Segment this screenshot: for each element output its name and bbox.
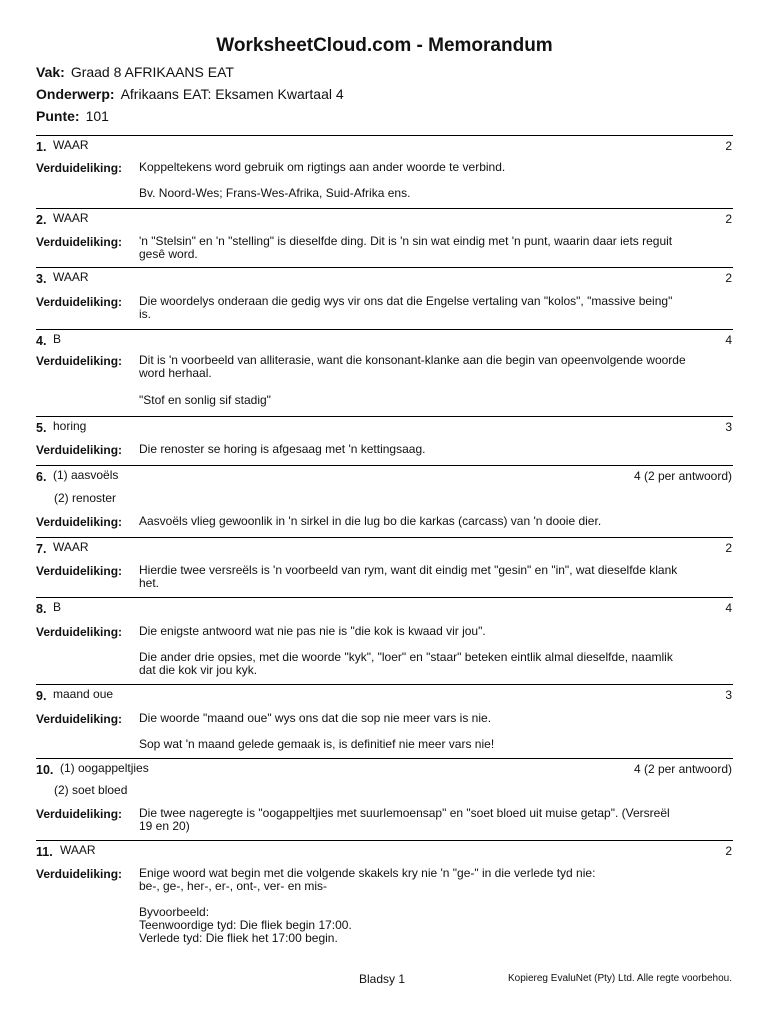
question-marks: 3 (725, 688, 732, 702)
question-marks: 2 (725, 541, 732, 555)
question-answer: WAAR (53, 270, 89, 284)
explanation-label: Verduideliking: (36, 235, 123, 249)
question-answer-2: (2) soet bloed (54, 783, 128, 797)
explanation-line: gesê word. (139, 247, 198, 261)
question-number: 1. (36, 140, 47, 154)
onderwerp-label: Onderwerp: (36, 86, 115, 102)
question-4 (36, 329, 733, 348)
question-answer: (1) oogappeltjies (60, 761, 149, 775)
question-number: 4. (36, 334, 47, 348)
explanation-label: Verduideliking: (36, 515, 123, 529)
explanation-line: be-, ge-, her-, er-, ont-, ver- en mis- (139, 879, 328, 893)
explanation-line: 'n "Stelsin" en 'n "stelling" is dieselfde ding. Dit is 'n sin wat eindig met 'n punt, waarin daar iets reguit (139, 234, 673, 248)
question-marks: 4 (725, 333, 732, 347)
explanation-label: Verduideliking: (36, 712, 123, 726)
question-answer: (1) aasvoëls (53, 468, 119, 482)
vak-label: Vak: (36, 64, 65, 80)
question-number: 6. (36, 470, 47, 484)
explanation-line: Die ander drie opsies, met die woorde "kyk", "loer" en "staar" beteken eintlik almal dieselfde, naamlik (139, 650, 673, 664)
explanation-label: Verduideliking: (36, 867, 123, 881)
question-number: 11. (36, 845, 53, 859)
explanation-line: Die enigste antwoord wat nie pas nie is "die kok is kwaad vir jou". (139, 624, 486, 638)
explanation-line: Die renoster se horing is afgesaag met 'n kettingsaag. (139, 442, 426, 456)
explanation-label: Verduideliking: (36, 161, 123, 175)
explanation-line: 19 en 20) (139, 819, 190, 833)
explanation-label: Verduideliking: (36, 354, 123, 368)
explanation-line: het. (139, 576, 160, 590)
question-number: 10. (36, 763, 54, 777)
question-11 (36, 840, 733, 859)
question-5 (36, 416, 733, 435)
question-2 (36, 208, 733, 227)
question-answer: WAAR (53, 540, 89, 554)
question-marks: 2 (725, 271, 732, 285)
question-marks: 4 (2 per antwoord) (633, 469, 732, 483)
meta-punte (36, 108, 109, 124)
question-marks: 2 (725, 139, 732, 153)
explanation-line: Die woordelys onderaan die gedig wys vir ons dat die Engelse vertaling van "kolos", "massive being" (139, 294, 673, 308)
explanation-line: Byvoorbeeld: (139, 905, 210, 919)
question-9 (36, 684, 733, 703)
question-number: 2. (36, 213, 47, 227)
question-7 (36, 537, 733, 556)
question-answer: WAAR (60, 843, 96, 857)
question-3 (36, 267, 733, 286)
explanation-line: Sop wat 'n maand gelede gemaak is, is definitief nie meer vars nie! (139, 737, 495, 751)
page-number: Bladsy 1 (359, 972, 406, 986)
question-marks: 2 (725, 844, 732, 858)
explanation-line: Hierdie twee versreëls is 'n voorbeeld van rym, want dit eindig met "gesin" en "in", wat dieselfde klank (139, 563, 678, 577)
question-number: 8. (36, 602, 47, 616)
explanation-label: Verduideliking: (36, 564, 123, 578)
question-marks: 4 (2 per antwoord) (633, 762, 732, 776)
copyright-notice: Kopiereg EvaluNet (Pty) Ltd. Alle regte voorbehou. (507, 973, 732, 984)
explanation-line: Bv. Noord-Wes; Frans-Wes-Afrika, Suid-Afrika ens. (139, 186, 411, 200)
explanation-line: Die woorde "maand oue" wys ons dat die sop nie meer vars is nie. (139, 711, 492, 725)
meta-onderwerp (36, 86, 344, 102)
explanation-line: Koppeltekens word gebruik om rigtings aan ander woorde te verbind. (139, 160, 506, 174)
question-answer: WAAR (53, 211, 89, 225)
alliteration-quote: "Stof en sonlig sif stadig" (139, 393, 271, 407)
explanation-line: Dit is 'n voorbeeld van alliterasie, want die konsonant-klanke aan die begin van opeenvolgende woorde (139, 353, 686, 367)
question-answer: B (53, 332, 62, 346)
question-answer: maand oue (53, 687, 114, 701)
question-8 (36, 597, 733, 616)
explanation-line: Aasvoëls vlieg gewoonlik in 'n sirkel in die lug bo die karkas (carcass) van 'n dooie dier. (139, 514, 602, 528)
explanation-line: dat die kok vir jou kyk. (139, 663, 258, 677)
question-1 (36, 135, 733, 154)
question-answer: WAAR (53, 138, 89, 152)
explanation-line: is. (139, 307, 151, 321)
explanation-gap (139, 893, 733, 906)
question-marks: 2 (725, 212, 732, 226)
explanation-label: Verduideliking: (36, 443, 123, 457)
question-marks: 4 (725, 601, 732, 615)
explanation-line: Teenwoordige tyd: Die fliek begin 17:00. (139, 918, 352, 932)
explanation-line: Verlede tyd: Die fliek het 17:00 begin. (139, 931, 338, 945)
question-number: 9. (36, 689, 47, 703)
explanation-label: Verduideliking: (36, 625, 123, 639)
explanation-line: Enige woord wat begin met die volgende skakels kry nie 'n "ge-" in die verlede tyd nie: (139, 866, 596, 880)
explanation-label: Verduideliking: (36, 807, 123, 821)
question-number: 7. (36, 542, 47, 556)
question-answer-2: (2) renoster (54, 491, 117, 505)
question-number: 3. (36, 272, 47, 286)
explanation-line: Die twee nageregte is "oogappeltjies met suurlemoensap" en "soet bloed uit muise getap". (Versreël (139, 806, 670, 820)
explanation-label: Verduideliking: (36, 295, 123, 309)
explanation-line: word herhaal. (139, 366, 212, 380)
question-number: 5. (36, 421, 47, 435)
onderwerp-value: Afrikaans EAT: Eksamen Kwartaal 4 (120, 86, 344, 102)
explanation-gap (139, 380, 733, 393)
question-6 (36, 465, 733, 505)
question-answer: horing (53, 419, 87, 433)
question-10 (36, 758, 733, 797)
punte-value: 101 (85, 108, 109, 124)
question-marks: 3 (725, 420, 732, 434)
question-answer: B (53, 600, 62, 614)
vak-value: Graad 8 AFRIKAANS EAT (70, 64, 234, 80)
punte-label: Punte: (36, 108, 80, 124)
meta-vak (36, 64, 234, 80)
page-title: WorksheetCloud.com - Memorandum (216, 35, 553, 56)
